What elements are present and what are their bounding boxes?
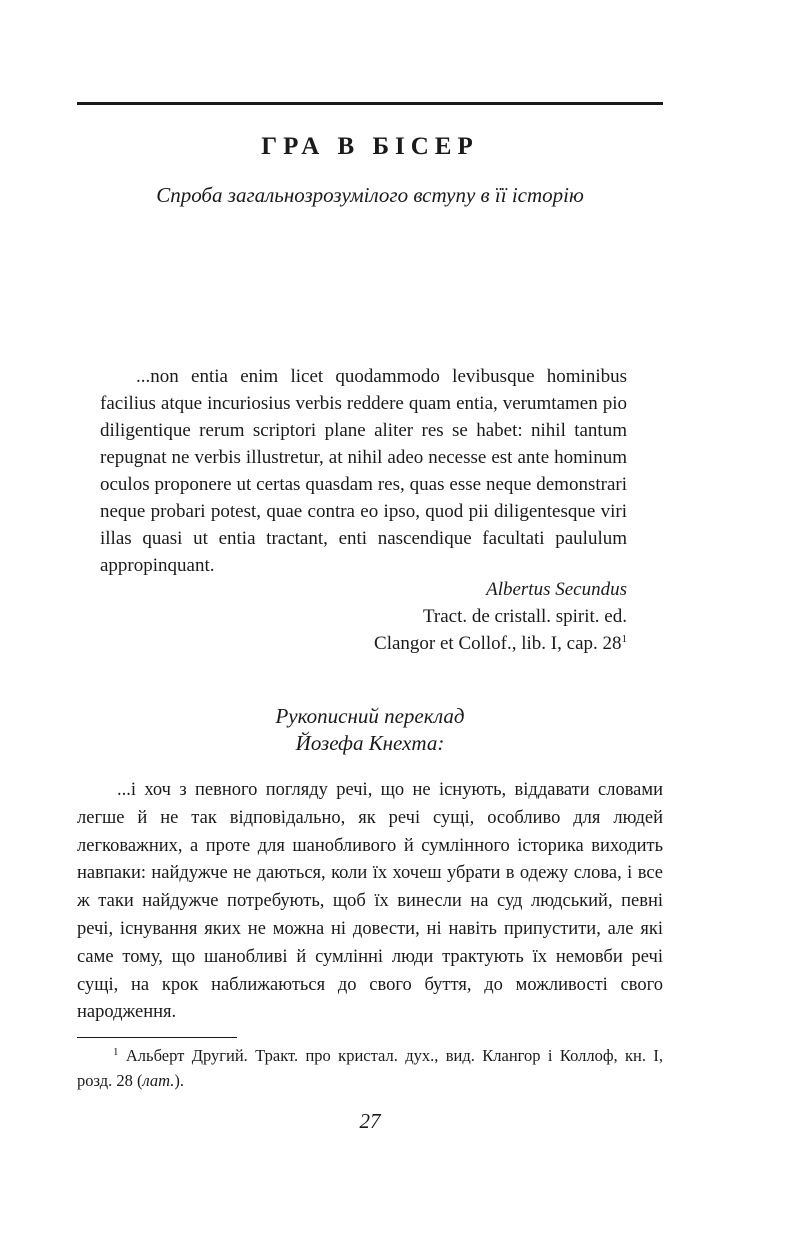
epigraph-source-line2	[300, 630, 627, 657]
footnote-reference[interactable]: 1	[621, 633, 627, 645]
page-title: ГРА В БІСЕР	[261, 133, 479, 160]
latin-epigraph	[100, 363, 627, 579]
footnote-text-end: ).	[174, 1071, 184, 1090]
epigraph-author: Albertus Secundus	[486, 579, 627, 600]
footnote-text: Альберт Другий. Тракт. про кристал. дух., вид. Клангор і Коллоф, кн. І, розд. 28 (	[77, 1046, 663, 1090]
translation-heading-line2: Йозефа Кнехта:	[295, 731, 445, 755]
translation-heading-line1: Рукописний переклад	[275, 704, 465, 728]
top-rule	[77, 102, 663, 105]
page-number: 27	[359, 1109, 381, 1133]
epigraph-source-text: Clangor et Collof., lib. I, cap. 28	[374, 633, 622, 654]
page-subtitle: Спроба загальнозрозумілого вступу в її історію	[156, 183, 584, 207]
footnote	[77, 1043, 663, 1093]
footnote-divider	[77, 1037, 237, 1038]
footnote-italic: лат.	[142, 1071, 175, 1090]
footnote-paragraph	[77, 1043, 663, 1093]
translation-text: ...і хоч з певного погляду речі, що не існують, віддавати словами легше й не так відповідально, як речі сущі, особливо для людей легковажних, а проте для шанобливого й сумлінного історика виходить навпаки: найдужче не даються, коли їх хочеш убрати в одежу слова, і все ж таки найдужче потребують, щоб їх винесли на суд людський, певні речі, існування яких не можна ні довести, ні навіть припустити, але які саме тому, що шанобливі й сумлінні люди трактують їх немовби речі сущі, на крок наближаються до свого буття, до можливості свого народження.	[77, 780, 663, 1023]
footnote-marker: 1	[113, 1046, 119, 1058]
translation-block	[77, 777, 663, 1027]
epigraph-source-line1: Tract. de cristall. spirit. ed.	[422, 606, 627, 627]
latin-epigraph-text: ...non entia enim licet quodammodo levibusque hominibus facilius atque incuriosius verbis reddere quam entia, verumtamen pio diligentique rerum scriptori plane aliter res se habet: nihil tantum repugnat ne verbis illustretur, at nihil adeo necesse est ante hominum oculos proponere ut certas quasdam res, quas esse neque demonstrari neque probari potest, quae contra eo ipso, quod pii diligentesque viri illas quasi ut entia tractant, enti nascendique facultati paululum appropinquant.	[100, 366, 627, 576]
